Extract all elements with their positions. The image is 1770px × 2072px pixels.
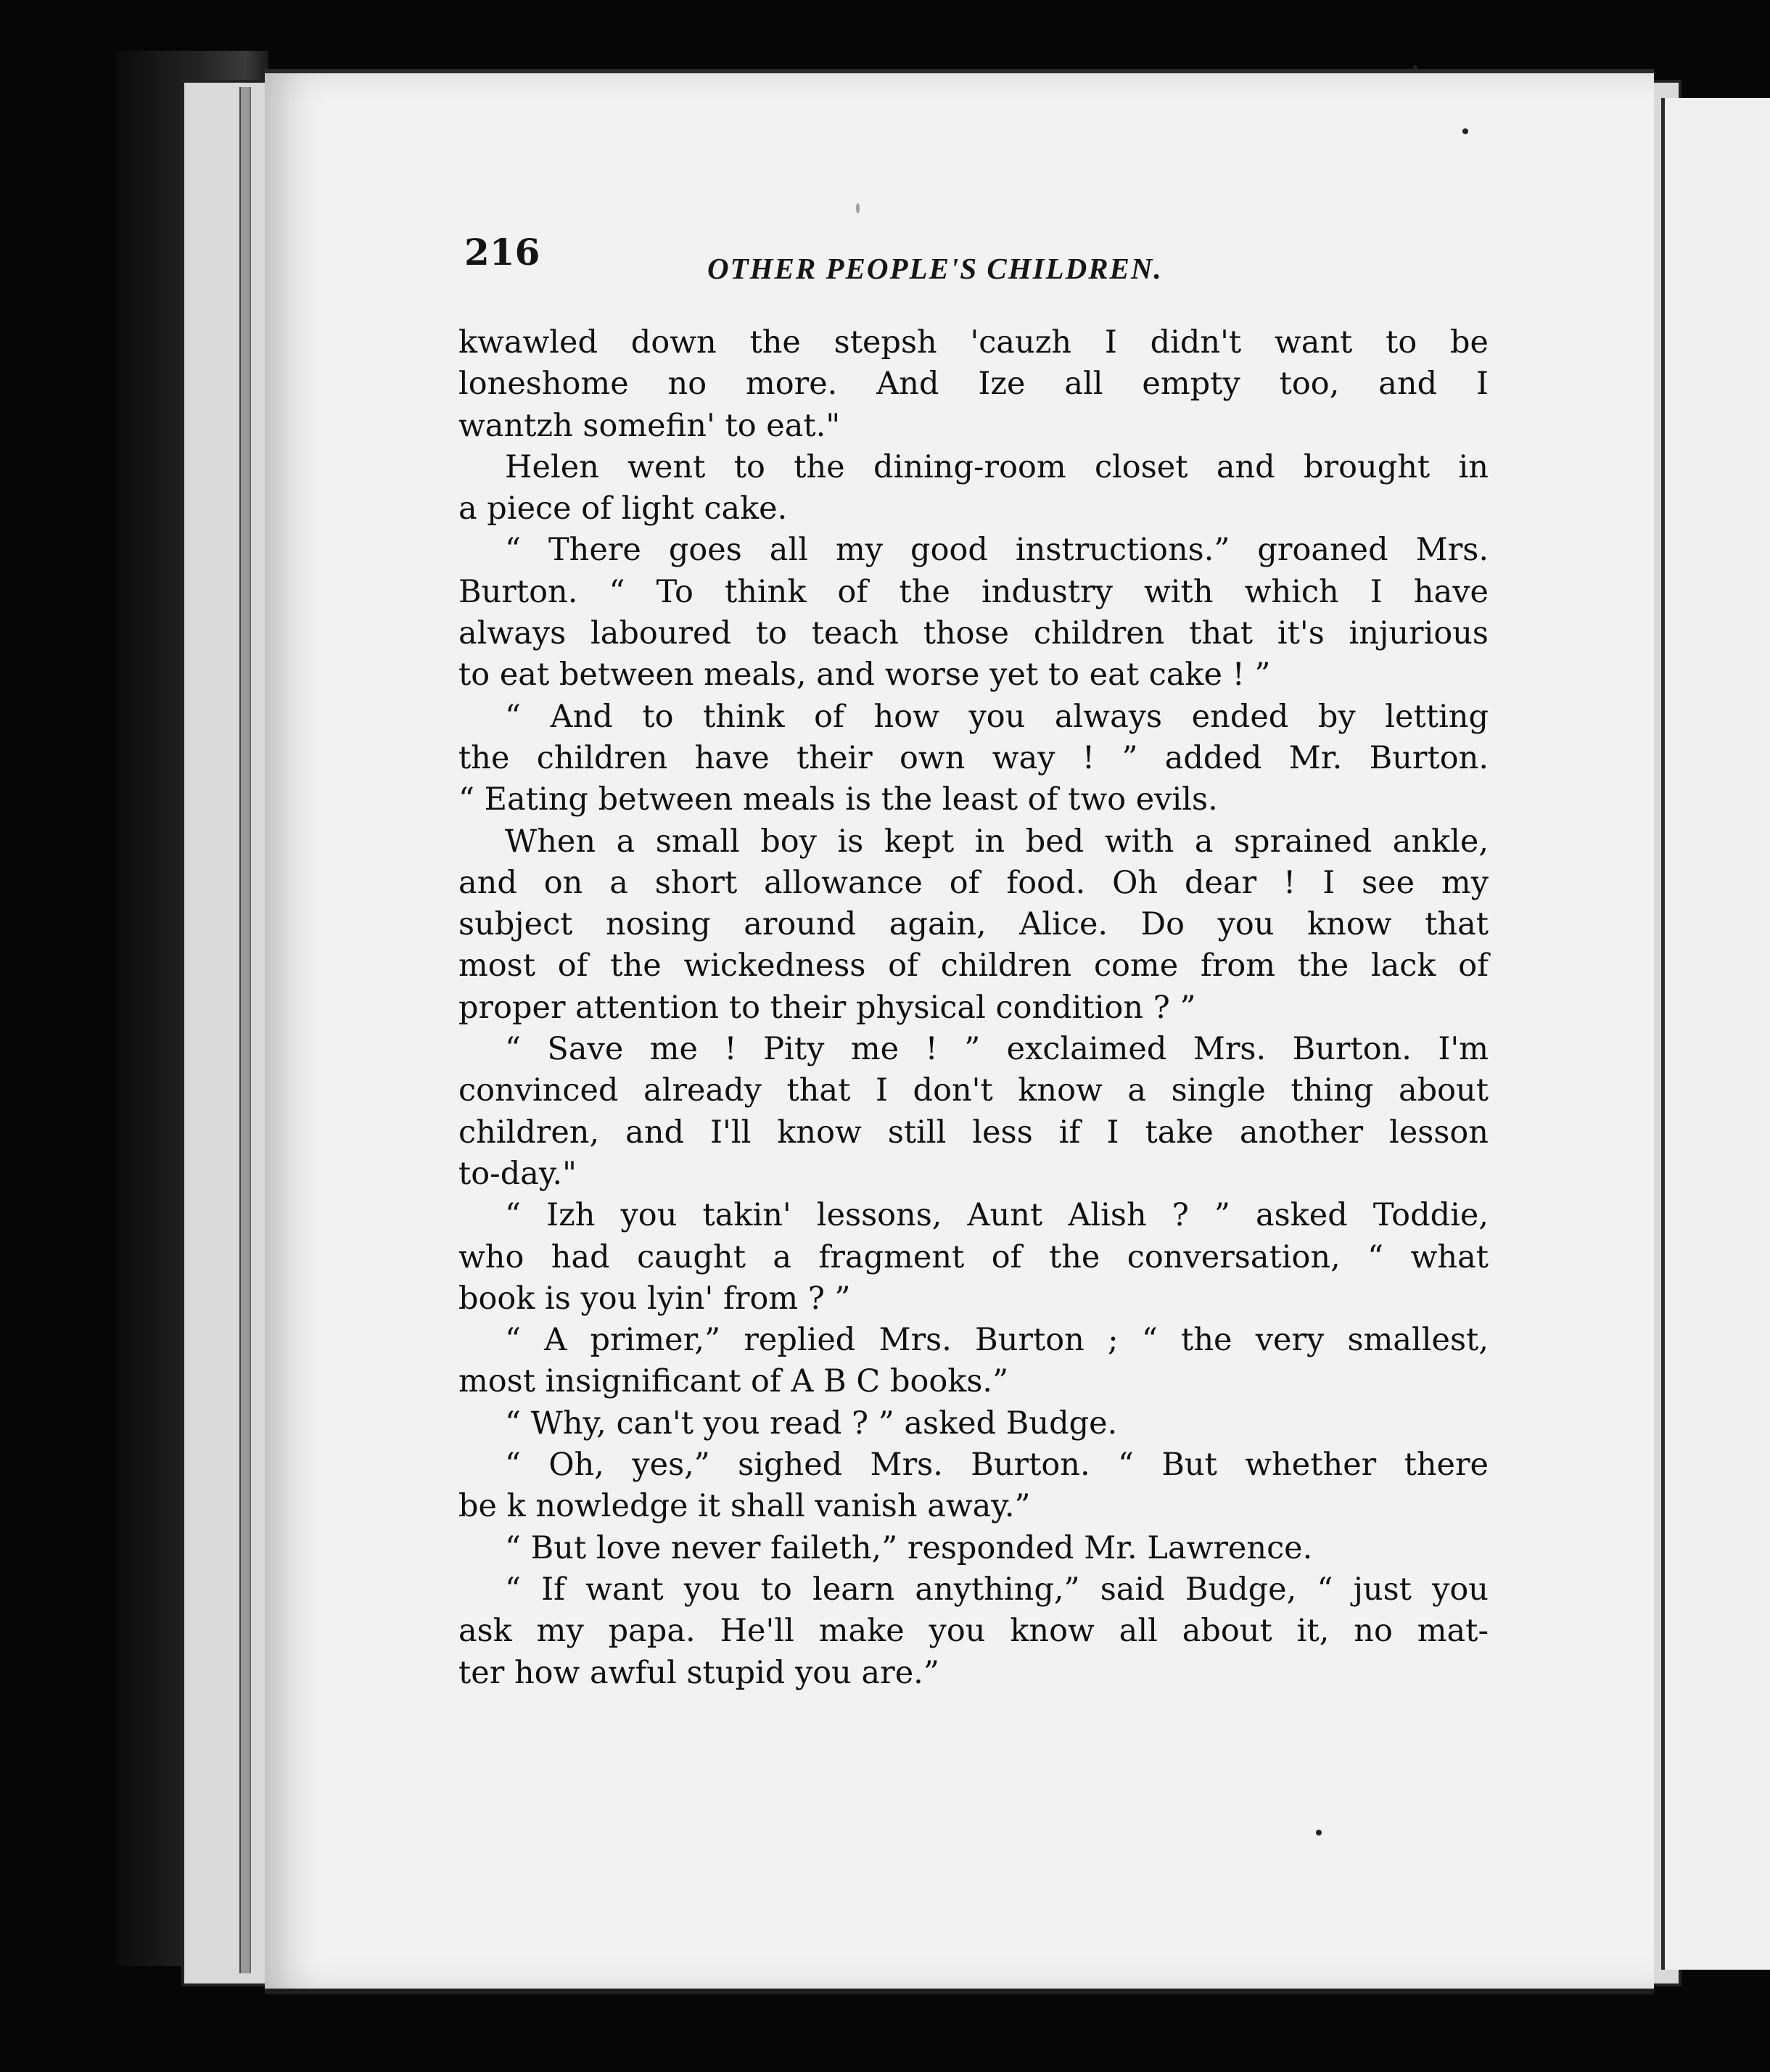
text-line: children, and I'll know still less if I take another lesson — [458, 1114, 1489, 1151]
page-edge — [239, 87, 251, 1973]
text-line: When a small boy is kept in bed with a sprained ankle, — [505, 823, 1489, 860]
text-line: “ Izh you takin' lessons, Aunt Alish ? ” asked Toddie, — [505, 1197, 1489, 1234]
text-line: ask my papa. He'll make you know all about it, no mat- — [458, 1613, 1489, 1650]
text-line: convinced already that I don't know a single thing about — [458, 1072, 1489, 1109]
text-line: to-day." — [458, 1155, 577, 1192]
dust-speck — [856, 203, 860, 213]
text-line: book is you lyin' from ? ” — [458, 1280, 851, 1317]
text-line: subject nosing around again, Alice. Do you know that — [458, 906, 1489, 943]
text-line: “ If want you to learn anything,” said Budge, “ just you — [505, 1571, 1489, 1608]
text-line: wantzh somefin' to eat." — [458, 407, 841, 444]
text-line: to eat between meals, and worse yet to eat cake ! ” — [458, 657, 1271, 694]
text-line: Helen went to the dining-room closet and brought in — [505, 448, 1489, 485]
dust-speck — [1316, 1830, 1322, 1835]
text-line: “ A primer,” replied Mrs. Burton ; “ the very smallest, — [505, 1322, 1489, 1359]
text-line: “ And to think of how you always ended by letting — [505, 698, 1489, 735]
text-line: always laboured to teach those children that it's injurious — [458, 615, 1489, 652]
text-line: “ Save me ! Pity me ! ” exclaimed Mrs. Burton. I'm — [505, 1031, 1489, 1068]
page-header — [464, 231, 1298, 296]
running-title: OTHER PEOPLE'S CHILDREN. — [707, 252, 1163, 285]
text-line: and on a short allowance of food. Oh dear ! I see my — [458, 864, 1489, 901]
body-text — [458, 322, 1489, 1694]
text-line: “ There goes all my good instructions.” groaned Mrs. — [505, 532, 1489, 569]
page-number: 216 — [464, 231, 540, 274]
text-line: loneshome no more. And Ize all empty too, and I — [458, 366, 1489, 403]
text-line: “ Why, can't you read ? ” asked Budge. — [505, 1405, 1118, 1442]
text-line: ter how awful stupid you are.” — [458, 1654, 939, 1691]
text-line: proper attention to their physical condition ? ” — [458, 989, 1196, 1026]
text-line: a piece of light cake. — [458, 490, 788, 527]
text-line: the children have their own way ! ” added Mr. Burton. — [458, 739, 1489, 776]
text-line: who had caught a fragment of the conversation, “ what — [458, 1238, 1489, 1275]
text-line: most of the wickedness of children come from the lack of — [458, 947, 1489, 984]
text-line: most insignificant of A B C books.” — [458, 1363, 1009, 1400]
dust-speck — [1462, 128, 1468, 134]
text-line: “ Eating between meals is the least of two evils. — [458, 781, 1218, 818]
text-line: “ Oh, yes,” sighed Mrs. Burton. “ But whether there — [505, 1447, 1489, 1484]
text-line: Burton. “ To think of the industry with which I have — [458, 573, 1489, 610]
text-line: be k nowledge it shall vanish away.” — [458, 1488, 1031, 1525]
facing-page-right — [1661, 98, 1770, 1970]
text-line: kwawled down the stepsh 'cauzh I didn't want to be — [458, 324, 1489, 361]
dust-speck — [1413, 65, 1417, 70]
text-line: “ But love never faileth,” responded Mr. Lawrence. — [505, 1529, 1313, 1566]
